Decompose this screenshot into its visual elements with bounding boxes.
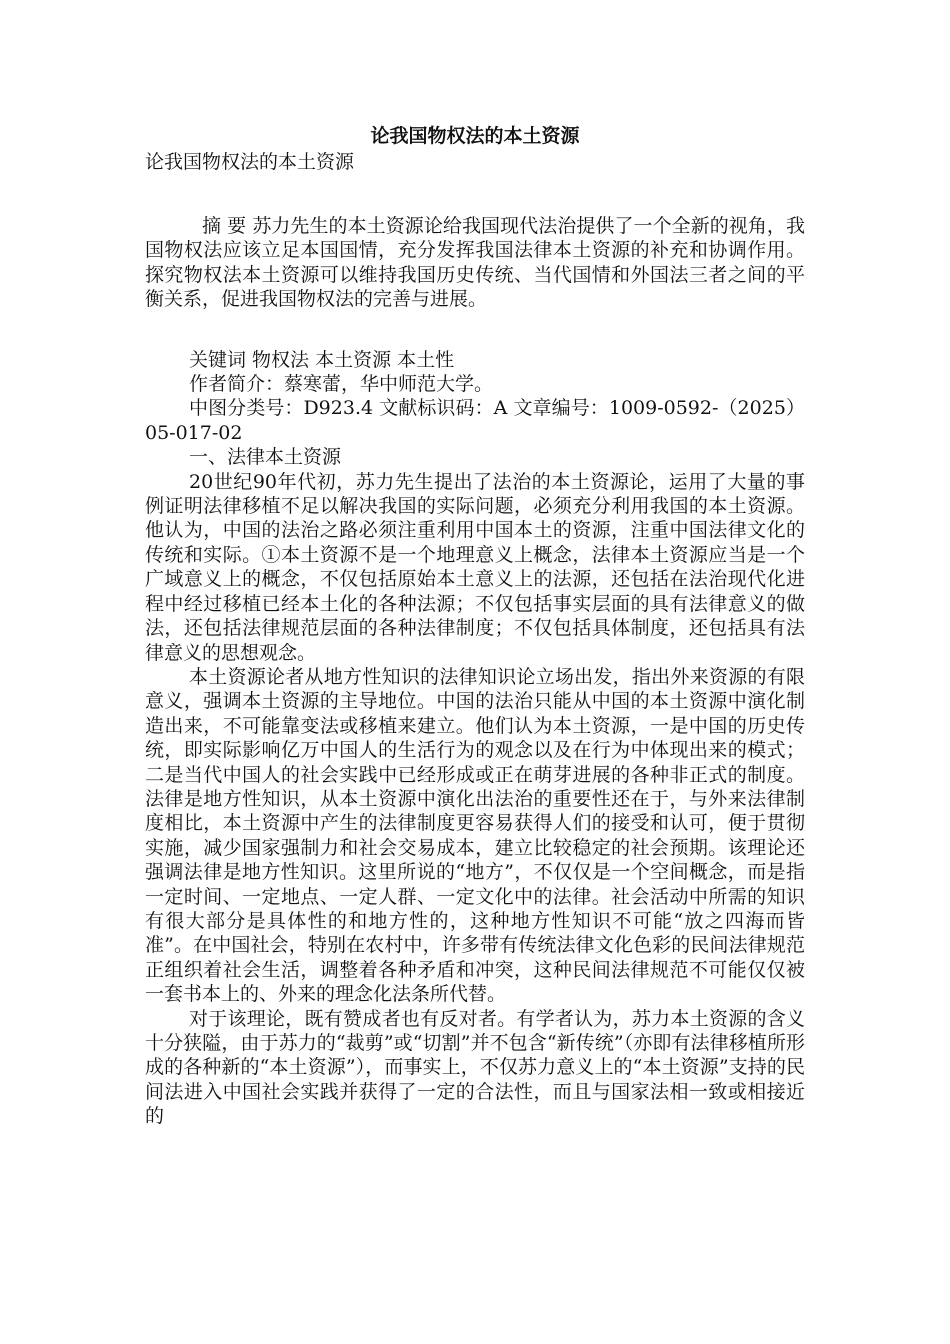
section-heading: 一、法律本土资源 (189, 446, 342, 469)
keywords-line: 关键词 物权法 本土资源 本土性 (189, 348, 455, 371)
document-subtitle: 论我国物权法的本土资源 (145, 151, 355, 173)
author-line: 作者简介：蔡寒蕾，华中师范大学。 (189, 373, 494, 396)
classification-line: 中图分类号：D923.4 文献标识码：A 文章编号：1009-0592-（2025）05-017-02 (145, 397, 805, 444)
body-paragraph: 对于该理论，既有赞成者也有反对者。有学者认为，苏力本土资源的含义十分狭隘，由于苏力的“裁剪”或“切割”并不包含“新传统”（亦即有法律移植所形成的各种新的“本土资源”），而事实上，不仅苏力意义上的“本土资源”支持的民间法进入中国社会实践并获得了一定的合法性，而且与国家法相一致或相接近的 (145, 1007, 805, 1128)
document-title: 论我国物权法的本土资源 (370, 125, 580, 147)
document-body (145, 122, 805, 1129)
body-paragraph: 本土资源论者从地方性知识的法律知识论立场出发，指出外来资源的有限意义，强调本土资源的主导地位。中国的法治只能从中国的本土资源中演化制造出来，不可能靠变法或移植来建立。他们认为本土资源，一是中国的历史传统，即实际影响亿万中国人的生活行为的观念以及在行为中体现出来的模式；二是当代中国人的社会实践中已经形成或正在萌芽进展的各种非正式的制度。法律是地方性知识，从本土资源中演化出法治的重要性还在于，与外来法律制度相比，本土资源中产生的法律制度更容易获得人们的接受和认可，便于贯彻实施，减少国家强制力和社会交易成本，建立比较稳定的社会预期。该理论还强调法律是地方性知识。这里所说的“地方”，不仅仅是一个空间概念，而是指一定时间、一定地点、一定人群、一定文化中的法律。社会活动中所需的知识有很大部分是具体性的和地方性的，这种地方性知识不可能“放之四海而皆准”。在中国社会，特别在农村中，许多带有传统法律文化色彩的民间法律规范正组织着社会生活，调整着各种矛盾和冲突，这种民间法律规范不可能仅仅被一套书本上的、外来的理念化法条所代替。 (145, 665, 805, 1006)
body-paragraph: 20世纪90年代初，苏力先生提出了法治的本土资源论，运用了大量的事例证明法律移植不足以解决我国的实际问题，必须充分利用我国的本土资源。他认为，中国的法治之路必须注重利用中国本土的资源，注重中国法律文化的传统和实际。①本土资源不是一个地理意义上概念，法律本土资源应当是一个广域意义上的概念，不仅包括原始本土意义上的法源，还包括在法治现代化进程中经过移植已经本土化的各种法源；不仅包括事实层面的具有法律意义的做法，还包括法律规范层面的各种法律制度；不仅包括具体制度，还包括具有法律意义的思想观念。 (145, 470, 805, 664)
abstract-paragraph: 摘 要 苏力先生的本土资源论给我国现代法治提供了一个全新的视角，我国物权法应该立足本国国情，充分发挥我国法律本土资源的补充和协调作用。探究物权法本土资源可以维持我国历史传统、当代国情和外国法三者之间的平衡关系，促进我国物权法的完善与进展。 (145, 215, 805, 311)
